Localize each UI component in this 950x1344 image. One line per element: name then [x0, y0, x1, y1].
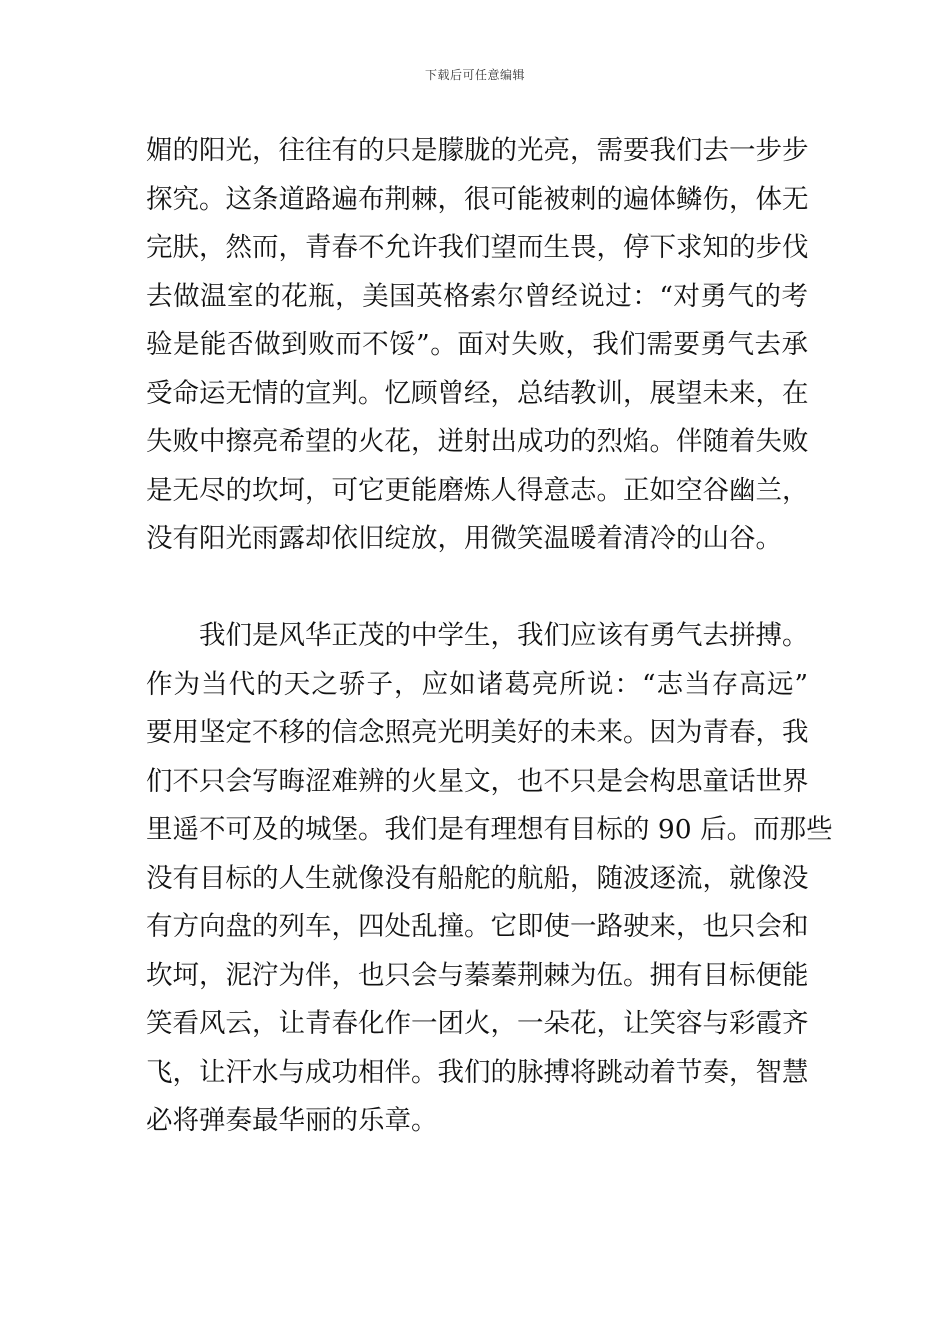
header-note: 下载后可任意编辑	[424, 68, 525, 82]
text-line: 要用坚定不移的信念照亮光明美好的未来。因为青春，我	[146, 717, 809, 748]
text-line: 探究。这条道路遍布荆棘，很可能被刺的遍体鳞伤，体无	[146, 183, 809, 215]
paragraph-1	[146, 127, 808, 564]
text-line: 受命运无情的宣判。忆顾曾经，总结教训，展望未来，在	[146, 377, 809, 409]
paragraph-2	[146, 612, 833, 1146]
text-line: 去做温室的花瓶，美国英格索尔曾经说过：“对勇气的考	[146, 280, 808, 312]
text-line: 必将弹奏最华丽的乐章。	[146, 1105, 438, 1136]
text-line: 我们是风华正茂的中学生，我们应该有勇气去拼搏。	[199, 620, 809, 651]
text-line: 里遥不可及的城堡。我们是有理想有目标的 90 后。而那些	[146, 814, 833, 845]
text-line: 坎坷，泥泞为伴，也只会与蓁蓁荆棘为伍。拥有目标便能	[146, 959, 809, 991]
text-line: 失败中擦亮希望的火花，迸射出成功的烈焰。伴随着失败	[146, 426, 809, 457]
text-line: 飞，让汗水与成功相伴。我们的脉搏将跳动着节奏，智慧	[146, 1056, 809, 1088]
text-line: 没有目标的人生就像没有船舵的航船，随波逐流，就像没	[146, 862, 809, 894]
text-line: 媚的阳光，往往有的只是朦胧的光亮，需要我们去一步步	[146, 135, 809, 166]
paragraph-spacer	[146, 564, 808, 613]
text-line: 完肤，然而，青春不允许我们望而生畏，停下求知的步伐	[146, 232, 809, 263]
text-line: 验是能否做到败而不馁”。面对失败，我们需要勇气去承	[146, 329, 808, 360]
text-line: 作为当代的天之骄子，应如诸葛亮所说：“志当存高远”	[146, 668, 808, 700]
text-line: 们不只会写晦涩难辨的火星文，也不只是会构思童话世界	[146, 765, 809, 797]
text-line: 有方向盘的列车，四处乱撞。它即使一路驶来，也只会和	[146, 911, 809, 942]
document-body	[146, 127, 833, 1146]
text-line: 没有阳光雨露却依旧绽放，用微笑温暖着清冷的山谷。	[146, 523, 782, 554]
text-line: 笑看风云，让青春化作一团火，一朵花，让笑容与彩霞齐	[146, 1008, 809, 1039]
text-line: 是无尽的坎坷，可它更能磨炼人得意志。正如空谷幽兰，	[146, 474, 809, 506]
